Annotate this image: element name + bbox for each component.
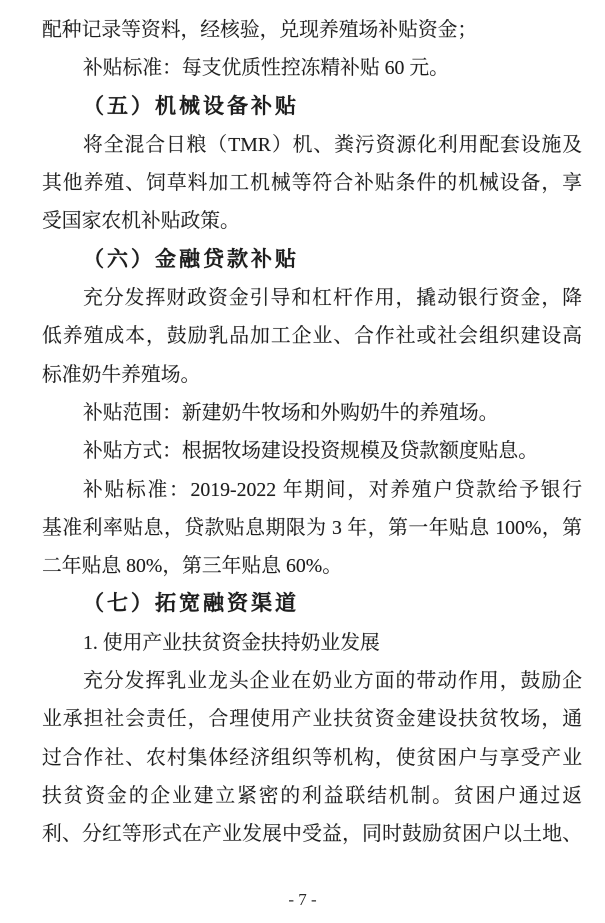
text-line: 补贴标准：2019-2022 年期间，对养殖户贷款给予银行 (83, 478, 582, 501)
text-line: 扶贫资金的企业建立紧密的利益联结机制。贫困户通过返 (42, 784, 582, 807)
document-body (42, 11, 582, 854)
text-line: 其他养殖、饲草料加工机械等符合补贴条件的机械设备，享 (42, 172, 582, 195)
text-line: 利、分红等形式在产业发展中受益，同时鼓励贫困户以土地、 (42, 823, 582, 846)
text-line: 低养殖成本，鼓励乳品加工企业、合作社或社会组织建设高 (42, 325, 582, 348)
text-line: 过合作社、农村集体经济组织等机构，使贫困户与享受产业 (42, 746, 582, 769)
text-line: 补贴范围：新建奶牛牧场和外购奶牛的养殖场。 (83, 401, 499, 424)
text-line: 配种记录等资料，经核验，兑现养殖场补贴资金； (42, 19, 478, 41)
text-line: 充分发挥财政资金引导和杠杆作用，撬动银行资金，降 (83, 287, 582, 310)
text-line: 受国家农机补贴政策。 (42, 210, 240, 233)
text-line: 基准利率贴息，贷款贴息期限为 3 年，第一年贴息 100%，第 (42, 516, 582, 539)
section-heading: （六）金融贷款补贴 (83, 247, 299, 271)
text-line: 标准奶牛养殖场。 (42, 363, 201, 386)
text-line: 将全混合日粮（TMR）机、粪污资源化利用配套设施及 (83, 133, 582, 156)
text-line: 二年贴息 80%，第三年贴息 60%。 (42, 555, 343, 578)
text-line: 1. 使用产业扶贫资金扶持奶业发展 (83, 631, 380, 654)
text-line: 补贴方式：根据牧场建设投资规模及贷款额度贴息。 (83, 440, 538, 463)
text-line: 充分发挥乳业龙头企业在奶业方面的带动作用，鼓励企 (83, 670, 582, 693)
section-heading: （五）机械设备补贴 (83, 94, 299, 118)
section-heading: （七）拓宽融资渠道 (83, 592, 299, 616)
text-line: 补贴标准：每支优质性控冻精补贴 60 元。 (83, 57, 449, 80)
text-line: 业承担社会责任，合理使用产业扶贫资金建设扶贫牧场，通 (42, 708, 582, 731)
page-number: - 7 - (288, 890, 317, 909)
